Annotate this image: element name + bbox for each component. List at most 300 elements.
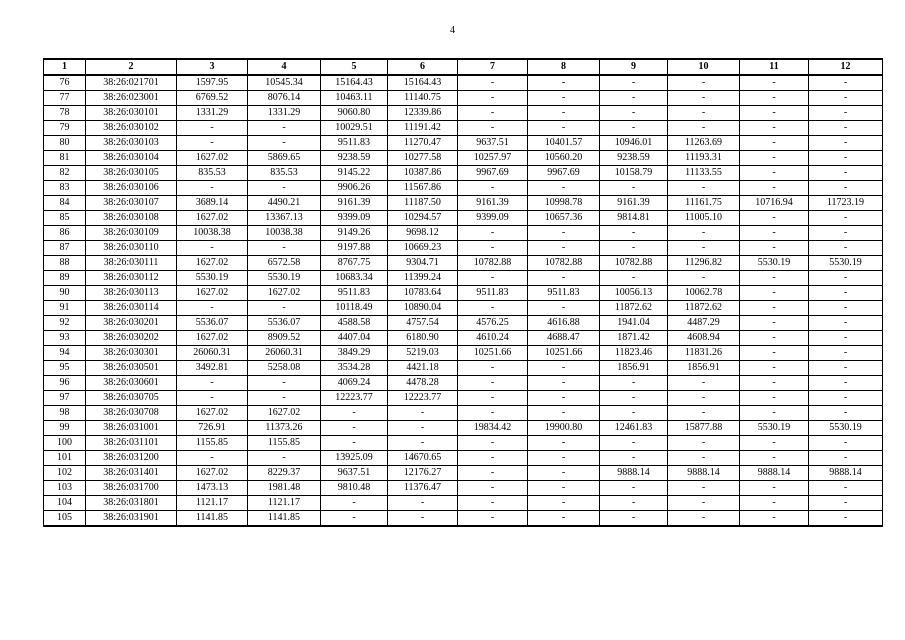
table-cell: - [740, 316, 809, 331]
table-cell: 38:26:030112 [86, 271, 177, 286]
table-cell: 10463.11 [321, 91, 388, 106]
table-cell: 5530.19 [740, 421, 809, 436]
table-cell: 4757.54 [388, 316, 458, 331]
table-cell: - [388, 436, 458, 451]
table-cell: 10158.79 [600, 166, 668, 181]
table-cell: - [528, 361, 600, 376]
table-cell: - [458, 226, 528, 241]
table-cell: - [809, 241, 883, 256]
table-row [44, 106, 883, 121]
table-body [44, 75, 883, 526]
table-cell: 11373.26 [248, 421, 321, 436]
table-cell: 9967.69 [528, 166, 600, 181]
table-cell: - [528, 466, 600, 481]
table-cell: - [740, 75, 809, 91]
table-row [44, 271, 883, 286]
table-cell: 38:26:030501 [86, 361, 177, 376]
table-cell: 105 [44, 511, 86, 527]
table-cell: - [528, 496, 600, 511]
table-cell: - [458, 91, 528, 106]
table-cell: 78 [44, 106, 86, 121]
table-cell: - [528, 121, 600, 136]
table-cell: 15164.43 [388, 75, 458, 91]
table-cell: - [740, 391, 809, 406]
table-cell: 10029.51 [321, 121, 388, 136]
table-cell: - [668, 481, 740, 496]
table-cell: 1141.85 [177, 511, 248, 527]
table-row [44, 151, 883, 166]
table-cell: 1627.02 [177, 256, 248, 271]
table-cell: - [809, 331, 883, 346]
table-cell: 92 [44, 316, 86, 331]
table-cell: 1473.13 [177, 481, 248, 496]
table-cell: - [668, 181, 740, 196]
table-cell: 10294.57 [388, 211, 458, 226]
table-cell: 9888.14 [668, 466, 740, 481]
table-cell: 96 [44, 376, 86, 391]
table-cell: 1627.02 [177, 466, 248, 481]
table-cell: 38:26:030108 [86, 211, 177, 226]
table-cell: - [740, 151, 809, 166]
table-cell: - [809, 106, 883, 121]
table-cell: - [458, 436, 528, 451]
table-cell: - [668, 406, 740, 421]
table-cell: 11723.19 [809, 196, 883, 211]
table-cell: - [177, 391, 248, 406]
table-cell: 4407.04 [321, 331, 388, 346]
table-cell: 10683.34 [321, 271, 388, 286]
table-cell: 103 [44, 481, 86, 496]
table-cell: - [177, 301, 248, 316]
table-cell: 11270.47 [388, 136, 458, 151]
table-cell: 9238.59 [321, 151, 388, 166]
table-cell: 8076.14 [248, 91, 321, 106]
table-cell: 4576.25 [458, 316, 528, 331]
table-cell: 11296.82 [668, 256, 740, 271]
table-cell: 1856.91 [668, 361, 740, 376]
column-header: 7 [458, 59, 528, 75]
table-cell: - [600, 481, 668, 496]
table-cell: 9637.51 [321, 466, 388, 481]
table-cell: 5530.19 [248, 271, 321, 286]
table-cell: 1597.95 [177, 75, 248, 91]
table-cell: 10118.49 [321, 301, 388, 316]
table-cell: 4421.18 [388, 361, 458, 376]
table-row [44, 241, 883, 256]
column-header: 1 [44, 59, 86, 75]
table-cell: 9967.69 [458, 166, 528, 181]
table-cell: 38:26:023001 [86, 91, 177, 106]
table-cell: - [809, 391, 883, 406]
table-cell: 12339.86 [388, 106, 458, 121]
table-cell: 10946.01 [600, 136, 668, 151]
table-cell: 84 [44, 196, 86, 211]
table-cell: 3534.28 [321, 361, 388, 376]
column-header: 2 [86, 59, 177, 75]
table-cell: 1856.91 [600, 361, 668, 376]
table-cell: 1627.02 [248, 406, 321, 421]
table-cell: - [388, 496, 458, 511]
table-cell: - [528, 406, 600, 421]
table-cell: 38:26:030201 [86, 316, 177, 331]
table-cell: 9145.22 [321, 166, 388, 181]
table-cell: - [668, 451, 740, 466]
table-cell: - [458, 451, 528, 466]
table-cell: - [740, 406, 809, 421]
table-cell: - [528, 91, 600, 106]
table-cell: 835.53 [177, 166, 248, 181]
table-cell: - [600, 226, 668, 241]
table-cell: - [809, 451, 883, 466]
table-cell: - [388, 406, 458, 421]
table-cell: - [458, 181, 528, 196]
table-cell: 4608.94 [668, 331, 740, 346]
table-cell: 101 [44, 451, 86, 466]
table-cell: - [809, 346, 883, 361]
table-cell: 5536.07 [248, 316, 321, 331]
table-cell: 10545.34 [248, 75, 321, 91]
table-cell: - [740, 136, 809, 151]
table-cell: 38:26:030114 [86, 301, 177, 316]
table-header [44, 59, 883, 75]
table-cell: - [809, 211, 883, 226]
table-cell: 8909.52 [248, 331, 321, 346]
table-row [44, 496, 883, 511]
table-cell: 38:26:030202 [86, 331, 177, 346]
table-cell: - [177, 121, 248, 136]
table-cell: 11567.86 [388, 181, 458, 196]
table-cell: 835.53 [248, 166, 321, 181]
table-cell: - [740, 376, 809, 391]
table-cell: 38:26:030106 [86, 181, 177, 196]
table-cell: - [809, 406, 883, 421]
table-cell: 9161.39 [458, 196, 528, 211]
table-cell: 9511.83 [321, 136, 388, 151]
table-cell: - [740, 286, 809, 301]
table-cell: 3492.81 [177, 361, 248, 376]
table-cell: 10890.04 [388, 301, 458, 316]
table-cell: 89 [44, 271, 86, 286]
table-cell: - [600, 496, 668, 511]
table-cell: - [528, 241, 600, 256]
table-cell: 9637.51 [458, 136, 528, 151]
table-cell: - [668, 391, 740, 406]
table-cell: - [668, 271, 740, 286]
table-cell: 26060.31 [177, 346, 248, 361]
table-cell: 11191.42 [388, 121, 458, 136]
table-cell: 5530.19 [177, 271, 248, 286]
table-row [44, 211, 883, 226]
table-cell: 1871.42 [600, 331, 668, 346]
table-cell: - [248, 451, 321, 466]
column-header: 8 [528, 59, 600, 75]
table-cell: 12461.83 [600, 421, 668, 436]
table-cell: 38:26:030705 [86, 391, 177, 406]
table-cell: 14670.65 [388, 451, 458, 466]
table-cell: 10401.57 [528, 136, 600, 151]
table-cell: 9304.71 [388, 256, 458, 271]
table-row [44, 391, 883, 406]
table-row [44, 256, 883, 271]
table-cell: - [458, 271, 528, 286]
table-cell: 1331.29 [177, 106, 248, 121]
table-cell: 9888.14 [740, 466, 809, 481]
table-row [44, 181, 883, 196]
table-cell: - [809, 361, 883, 376]
table-cell: - [809, 496, 883, 511]
table-cell: 85 [44, 211, 86, 226]
table-cell: 9906.26 [321, 181, 388, 196]
table-cell: - [321, 406, 388, 421]
table-cell: - [458, 106, 528, 121]
table-cell: 9161.39 [321, 196, 388, 211]
table-cell: 98 [44, 406, 86, 421]
table-cell: 38:26:031101 [86, 436, 177, 451]
table-cell: 95 [44, 361, 86, 376]
table-cell: - [740, 241, 809, 256]
table-cell: - [248, 241, 321, 256]
table-cell: 102 [44, 466, 86, 481]
table-cell: 4588.58 [321, 316, 388, 331]
table-cell: 11187.50 [388, 196, 458, 211]
table-cell: 12176.27 [388, 466, 458, 481]
table-cell: - [388, 421, 458, 436]
table-cell: 11831.26 [668, 346, 740, 361]
table-cell: - [740, 181, 809, 196]
table-cell: - [740, 511, 809, 527]
table-cell: 5530.19 [809, 421, 883, 436]
table-cell: 10251.66 [458, 346, 528, 361]
table-cell: 38:26:030104 [86, 151, 177, 166]
data-table [43, 58, 883, 527]
table-row [44, 436, 883, 451]
table-cell: 3689.14 [177, 196, 248, 211]
table-cell: 38:26:030109 [86, 226, 177, 241]
table-cell: - [809, 226, 883, 241]
table-cell: 4688.47 [528, 331, 600, 346]
table-cell: 38:26:021701 [86, 75, 177, 91]
table-cell: - [668, 91, 740, 106]
table-row [44, 406, 883, 421]
table-cell: 6572.58 [248, 256, 321, 271]
table-cell: 1331.29 [248, 106, 321, 121]
table-cell: 1627.02 [177, 151, 248, 166]
table-cell: 77 [44, 91, 86, 106]
table-cell: - [740, 496, 809, 511]
table-cell: 19900.80 [528, 421, 600, 436]
table-cell: 38:26:031200 [86, 451, 177, 466]
table-cell: 38:26:030107 [86, 196, 177, 211]
table-row [44, 91, 883, 106]
table-cell: - [388, 511, 458, 527]
table-row [44, 346, 883, 361]
table-cell: - [668, 436, 740, 451]
table-cell: 38:26:030105 [86, 166, 177, 181]
table-cell: - [809, 376, 883, 391]
table-cell: - [458, 466, 528, 481]
table-cell: - [177, 376, 248, 391]
page-number: 4 [450, 25, 455, 36]
table-cell: - [740, 211, 809, 226]
table-cell: - [600, 241, 668, 256]
table-cell: 4610.24 [458, 331, 528, 346]
table-cell: 11872.62 [600, 301, 668, 316]
table-cell: 15164.43 [321, 75, 388, 91]
table-cell: 9511.83 [321, 286, 388, 301]
table-cell: 11161.75 [668, 196, 740, 211]
table-cell: - [809, 481, 883, 496]
table-cell: - [528, 75, 600, 91]
table-cell: - [668, 511, 740, 527]
table-cell: 38:26:031401 [86, 466, 177, 481]
table-cell: - [600, 436, 668, 451]
table-cell: 9161.39 [600, 196, 668, 211]
table-cell: 83 [44, 181, 86, 196]
table-row [44, 196, 883, 211]
table-cell: 104 [44, 496, 86, 511]
table-cell: - [600, 451, 668, 466]
table-cell: - [600, 391, 668, 406]
column-header: 6 [388, 59, 458, 75]
table-cell: 76 [44, 75, 86, 91]
column-header: 12 [809, 59, 883, 75]
table-cell: 10257.97 [458, 151, 528, 166]
table-cell: 79 [44, 121, 86, 136]
table-cell: 11193.31 [668, 151, 740, 166]
table-cell: 90 [44, 286, 86, 301]
table-cell: 8229.37 [248, 466, 321, 481]
table-row [44, 511, 883, 527]
table-cell: - [668, 121, 740, 136]
table-cell: - [668, 376, 740, 391]
table-cell: 38:26:030113 [86, 286, 177, 301]
table-cell: - [809, 511, 883, 527]
table-cell: 1121.17 [177, 496, 248, 511]
table-cell: 5530.19 [809, 256, 883, 271]
table-cell: - [809, 91, 883, 106]
table-cell: 11399.24 [388, 271, 458, 286]
table-cell: 12223.77 [321, 391, 388, 406]
table-row [44, 316, 883, 331]
table-cell: 38:26:030102 [86, 121, 177, 136]
table-cell: 9511.83 [458, 286, 528, 301]
table-cell: - [740, 451, 809, 466]
table-cell: - [528, 511, 600, 527]
table-cell: - [321, 511, 388, 527]
table-cell: 5219.03 [388, 346, 458, 361]
table-cell: 10038.38 [248, 226, 321, 241]
table-cell: - [809, 166, 883, 181]
table-cell: 9511.83 [528, 286, 600, 301]
table-cell: - [248, 121, 321, 136]
table-cell: 19834.42 [458, 421, 528, 436]
table-cell: 38:26:031901 [86, 511, 177, 527]
table-cell: - [458, 481, 528, 496]
table-cell: - [248, 391, 321, 406]
table-cell: 1155.85 [248, 436, 321, 451]
table-row [44, 121, 883, 136]
table-cell: - [668, 75, 740, 91]
table-cell: 5530.19 [740, 256, 809, 271]
table-cell: - [668, 241, 740, 256]
table-cell: - [668, 226, 740, 241]
table-cell: 99 [44, 421, 86, 436]
table-cell: 1627.02 [248, 286, 321, 301]
table-cell: 10251.66 [528, 346, 600, 361]
column-header: 11 [740, 59, 809, 75]
table-cell: 11872.62 [668, 301, 740, 316]
column-header: 3 [177, 59, 248, 75]
table-cell: - [600, 511, 668, 527]
table-cell: 4487.29 [668, 316, 740, 331]
table-row [44, 421, 883, 436]
table-cell: - [528, 226, 600, 241]
table-cell: - [528, 181, 600, 196]
table-cell: 91 [44, 301, 86, 316]
table-cell: 88 [44, 256, 86, 271]
table-row [44, 361, 883, 376]
table-cell: - [458, 121, 528, 136]
table-cell: 81 [44, 151, 86, 166]
table-row [44, 75, 883, 91]
table-cell: - [458, 376, 528, 391]
table-row [44, 166, 883, 181]
table-cell: 10669.23 [388, 241, 458, 256]
table-cell: - [740, 346, 809, 361]
table-cell: - [528, 376, 600, 391]
table-cell: 6180.90 [388, 331, 458, 346]
table-cell: 38:26:030110 [86, 241, 177, 256]
table-cell: 13925.09 [321, 451, 388, 466]
table-cell: 8767.75 [321, 256, 388, 271]
table-cell: - [740, 166, 809, 181]
table-cell: - [740, 481, 809, 496]
column-header: 4 [248, 59, 321, 75]
table-cell: 1627.02 [177, 331, 248, 346]
table-cell: 10062.78 [668, 286, 740, 301]
table-cell: 5869.65 [248, 151, 321, 166]
table-cell: 93 [44, 331, 86, 346]
table-cell: - [528, 451, 600, 466]
table-cell: - [600, 91, 668, 106]
table-cell: 5536.07 [177, 316, 248, 331]
table-cell: - [740, 106, 809, 121]
table-cell: 5258.08 [248, 361, 321, 376]
table-cell: - [600, 376, 668, 391]
table-cell: - [528, 481, 600, 496]
table-cell: - [600, 181, 668, 196]
table-cell: 11823.46 [600, 346, 668, 361]
table-cell: 1155.85 [177, 436, 248, 451]
table-cell: 10716.94 [740, 196, 809, 211]
table-cell: - [528, 271, 600, 286]
table-cell: 10038.38 [177, 226, 248, 241]
table-cell: 11263.69 [668, 136, 740, 151]
table-cell: - [321, 496, 388, 511]
table-cell: 97 [44, 391, 86, 406]
table-cell: 9888.14 [600, 466, 668, 481]
table-cell: - [177, 451, 248, 466]
table-cell: - [177, 181, 248, 196]
table-cell: 10783.64 [388, 286, 458, 301]
table-cell: 38:26:031001 [86, 421, 177, 436]
table-cell: 11140.75 [388, 91, 458, 106]
table-row [44, 466, 883, 481]
table-cell: 12223.77 [388, 391, 458, 406]
table-row [44, 376, 883, 391]
table-cell: 9060.80 [321, 106, 388, 121]
table-cell: 38:26:030708 [86, 406, 177, 421]
